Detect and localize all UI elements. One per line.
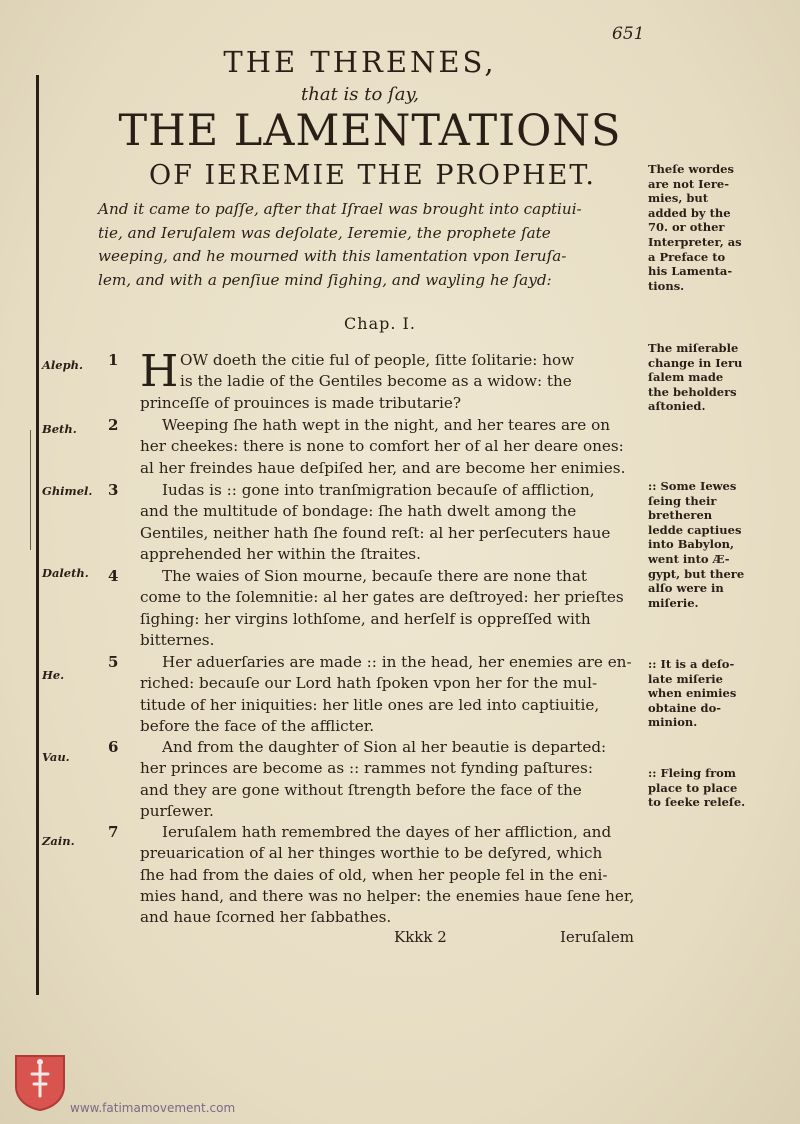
verse-line: titude of her iniquities: her litle ones are led into captiuitie, bbox=[140, 695, 600, 714]
verse-line: is the ladie of the Gentiles become as a widow: the bbox=[180, 372, 572, 391]
note-line: Theſe wordes bbox=[648, 162, 734, 176]
note-line: minion. bbox=[648, 715, 698, 730]
note-line: miſerie. bbox=[648, 595, 699, 610]
verse-line: purſewer. bbox=[140, 801, 214, 820]
page-number: 651 bbox=[612, 24, 645, 44]
hebrew-letter-ghimel: Ghimel. bbox=[42, 484, 93, 498]
verse-line: The waies of Sion mourne, becauſe there are none that bbox=[162, 567, 587, 585]
hebrew-letter-aleph: Aleph. bbox=[42, 358, 84, 372]
note-line: are not Iere- bbox=[648, 176, 730, 191]
note-line: to ſeeke releſe. bbox=[648, 795, 746, 810]
verse-line: Iudas is :: gone into tranſmigration becauſe of affliction, bbox=[162, 481, 595, 499]
hebrew-letter-vau: Vau. bbox=[42, 750, 70, 764]
title-that-is-to-say: that is to ſay, bbox=[301, 84, 419, 105]
verse-number: 5 bbox=[108, 653, 119, 671]
note-line: The miſerable bbox=[648, 341, 739, 355]
verse-number: 1 bbox=[108, 351, 119, 369]
verse-line: apprehended her within the ſtraites. bbox=[140, 544, 421, 563]
verse-number: 7 bbox=[108, 823, 119, 841]
verse-line: princeſſe of prouinces is made tributarie? bbox=[140, 393, 462, 412]
verse-line: and they are gone without ſtrength before the face of the bbox=[140, 780, 582, 799]
verse-1 bbox=[140, 346, 642, 414]
signature-mark: Kkkk 2 bbox=[394, 928, 447, 946]
note-line: place to place bbox=[648, 780, 738, 795]
note-line: ledde captiues bbox=[648, 522, 742, 537]
verse-line: Gentiles, neither hath ſhe found reſt: al her perſecuters haue bbox=[140, 523, 611, 542]
margin-note-preface bbox=[648, 162, 788, 293]
left-margin-rule bbox=[36, 75, 39, 995]
note-line: ſalem made bbox=[648, 370, 724, 385]
note-line: into Babylon, bbox=[648, 537, 735, 552]
note-line: obtaine do- bbox=[648, 700, 722, 715]
verse-4 bbox=[140, 566, 642, 651]
note-line: aſtonied. bbox=[648, 399, 706, 414]
note-line: went into Æ- bbox=[648, 551, 730, 566]
chapter-heading: Chap. I. bbox=[344, 314, 416, 333]
watermark-url[interactable]: www.fatimamovement.com bbox=[70, 1101, 236, 1115]
verse-line: Weeping ſhe hath wept in the night, and her teares are on bbox=[162, 416, 611, 434]
title-threnes: THE THRENES, bbox=[223, 45, 497, 79]
verse-line: And from the daughter of Sion al her beautie is departed: bbox=[162, 738, 607, 756]
margin-note-desolate-miserie bbox=[648, 657, 788, 730]
verse-line: bitternes. bbox=[140, 630, 215, 649]
verse-number: 6 bbox=[108, 738, 119, 756]
verse-line: Her aduerſaries are made :: in the head, her enemies are en- bbox=[162, 653, 632, 671]
verse-3 bbox=[140, 480, 642, 565]
catchword: Ieruſalem bbox=[560, 928, 635, 946]
note-line: ſeing their bbox=[648, 493, 717, 508]
verse-line: preuarication of al her thinges worthie to be deſyred, which bbox=[140, 844, 603, 863]
note-line: when enimies bbox=[648, 686, 737, 701]
note-line: :: Fleing from bbox=[648, 766, 736, 780]
note-line: tions. bbox=[648, 278, 685, 293]
note-line: the beholders bbox=[648, 384, 737, 399]
note-line: bretheren bbox=[648, 508, 713, 523]
margin-note-miserable-change bbox=[648, 341, 788, 414]
note-line: alſo were in bbox=[648, 581, 724, 596]
title-of-ieremie: OF IEREMIE THE PROPHET. bbox=[149, 160, 596, 191]
preface-line: tie, and Ieruſalem was deſolate, Ieremie, the prophete ſate bbox=[98, 223, 551, 242]
hebrew-letter-he: He. bbox=[42, 668, 65, 682]
note-line: 70. or other bbox=[648, 220, 725, 235]
fatima-crest-logo-icon bbox=[12, 1052, 68, 1112]
note-line: gypt, but there bbox=[648, 566, 745, 581]
verse-line: riched: becauſe our Lord hath ſpoken vpon her for the mul- bbox=[140, 674, 598, 693]
left-margin-thin-rule bbox=[30, 430, 31, 550]
note-line: :: It is a deſo- bbox=[648, 657, 735, 671]
verse-number: 3 bbox=[108, 481, 119, 499]
verse-7 bbox=[140, 822, 642, 928]
verse-line: her cheekes: there is none to comfort her of al her deare ones: bbox=[140, 437, 624, 456]
verse-line: before the face of the afflicter. bbox=[140, 716, 375, 735]
hebrew-letter-daleth: Daleth. bbox=[42, 566, 89, 580]
verse-line: ſhe had from the daies of old, when her people fel in the eni- bbox=[140, 865, 608, 884]
verse-line: ſighing: her virgins lothſome, and herſelf is oppreſſed with bbox=[140, 609, 591, 628]
verse-2 bbox=[140, 415, 642, 479]
note-line: a Preface to bbox=[648, 249, 726, 264]
hebrew-letter-beth: Beth. bbox=[42, 422, 77, 436]
preface-line: lem, and with a penſiue mind ſighing, and wayling he ſayd: bbox=[98, 270, 552, 289]
verse-5 bbox=[140, 652, 642, 737]
margin-note-fleing bbox=[648, 766, 788, 810]
note-line: his Lamenta- bbox=[648, 264, 733, 279]
note-line: mies, but bbox=[648, 191, 709, 206]
margin-note-some-iewes bbox=[648, 479, 788, 610]
verse-line: and the multitude of bondage: ſhe hath dwelt among the bbox=[140, 502, 577, 521]
verse-6 bbox=[140, 737, 642, 822]
note-line: change in Ieru bbox=[648, 355, 743, 370]
verse-line: come to the ſolemnitie: al her gates are deſtroyed: her prieſtes bbox=[140, 588, 624, 607]
verse-line: Ieruſalem hath remembred the dayes of her affliction, and bbox=[162, 823, 612, 841]
note-line: Interpreter, as bbox=[648, 234, 742, 249]
verse-line: her princes are become as :: rammes not fynding paſtures: bbox=[140, 759, 593, 778]
note-line: :: Some Iewes bbox=[648, 479, 737, 493]
note-line: late miſerie bbox=[648, 671, 723, 686]
preface-line: And it came to paſſe, after that Iſrael was brought into captiui- bbox=[98, 200, 582, 218]
verse-line: OW doeth the citie ful of people, ſitte ſolitarie: how bbox=[180, 351, 575, 369]
verse-line: and haue ſcorned her ſabbathes. bbox=[140, 908, 392, 927]
title-lamentations: THE LAMENTATIONS bbox=[118, 106, 622, 156]
verse-line: al her freindes haue deſpiſed her, and are become her enimies. bbox=[140, 458, 626, 477]
verse-number: 2 bbox=[108, 416, 119, 434]
note-line: added by the bbox=[648, 205, 731, 220]
verse-number: 4 bbox=[108, 567, 119, 585]
verse-line: mies hand, and there was no helper: the enemies haue ſene her, bbox=[140, 886, 635, 905]
drop-cap: H bbox=[140, 346, 179, 397]
preface-paragraph bbox=[98, 198, 646, 292]
hebrew-letter-zain: Zain. bbox=[42, 834, 75, 848]
preface-line: weeping, and he mourned with this lamentation vpon Ieruſa- bbox=[98, 247, 567, 265]
